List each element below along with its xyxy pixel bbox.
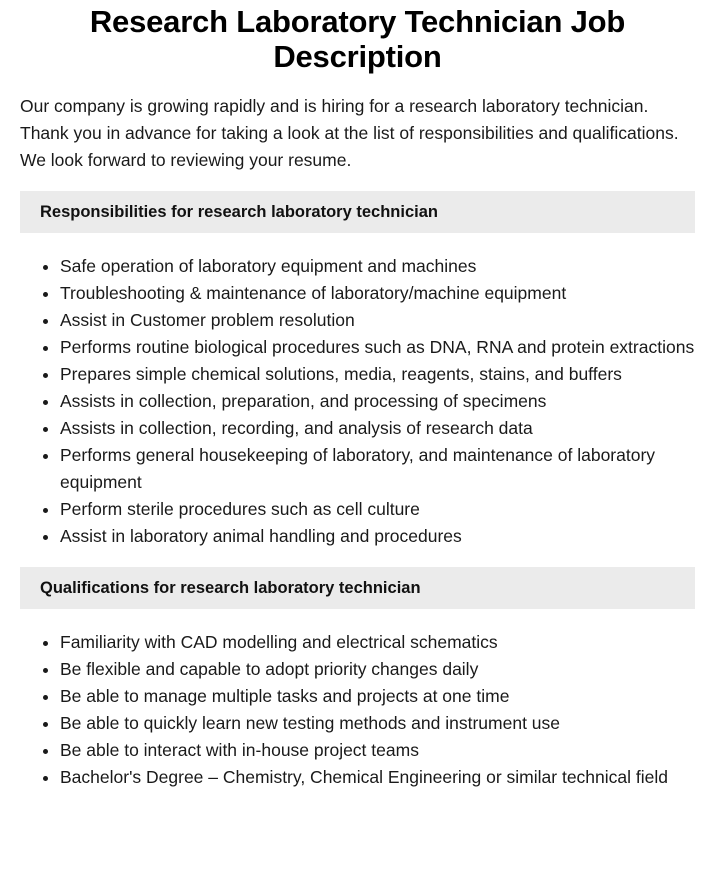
- qualifications-heading: Qualifications for research laboratory technician: [20, 567, 695, 609]
- list-item: Be flexible and capable to adopt priority changes daily: [60, 656, 695, 683]
- responsibilities-heading: Responsibilities for research laboratory technician: [20, 191, 695, 233]
- intro-paragraph: Our company is growing rapidly and is hiring for a research laboratory technician. Thank you in advance for taking a look at the list of responsibilities and qualifications. We look forward to reviewing your resume.: [20, 96, 679, 170]
- list-item: Assist in laboratory animal handling and procedures: [60, 523, 695, 550]
- list-item: Performs routine biological procedures such as DNA, RNA and protein extractions: [60, 334, 695, 361]
- list-item: Troubleshooting & maintenance of laboratory/machine equipment: [60, 280, 695, 307]
- list-item: Performs general housekeeping of laboratory, and maintenance of laboratory equipment: [60, 442, 695, 496]
- responsibilities-list: [20, 253, 695, 550]
- list-item: Be able to quickly learn new testing methods and instrument use: [60, 710, 695, 737]
- list-item: Bachelor's Degree – Chemistry, Chemical Engineering or similar technical field: [60, 764, 695, 791]
- page-title: Research Laboratory Technician Job Description: [89, 4, 626, 74]
- list-item: Perform sterile procedures such as cell culture: [60, 496, 695, 523]
- list-item: Assists in collection, preparation, and processing of specimens: [60, 388, 695, 415]
- list-item: Be able to manage multiple tasks and projects at one time: [60, 683, 695, 710]
- list-item: Familiarity with CAD modelling and electrical schematics: [60, 629, 695, 656]
- list-item: Prepares simple chemical solutions, media, reagents, stains, and buffers: [60, 361, 695, 388]
- qualifications-list: [20, 629, 695, 791]
- list-item: Assist in Customer problem resolution: [60, 307, 695, 334]
- list-item: Safe operation of laboratory equipment and machines: [60, 253, 695, 280]
- list-item: Be able to interact with in-house project teams: [60, 737, 695, 764]
- list-item: Assists in collection, recording, and analysis of research data: [60, 415, 695, 442]
